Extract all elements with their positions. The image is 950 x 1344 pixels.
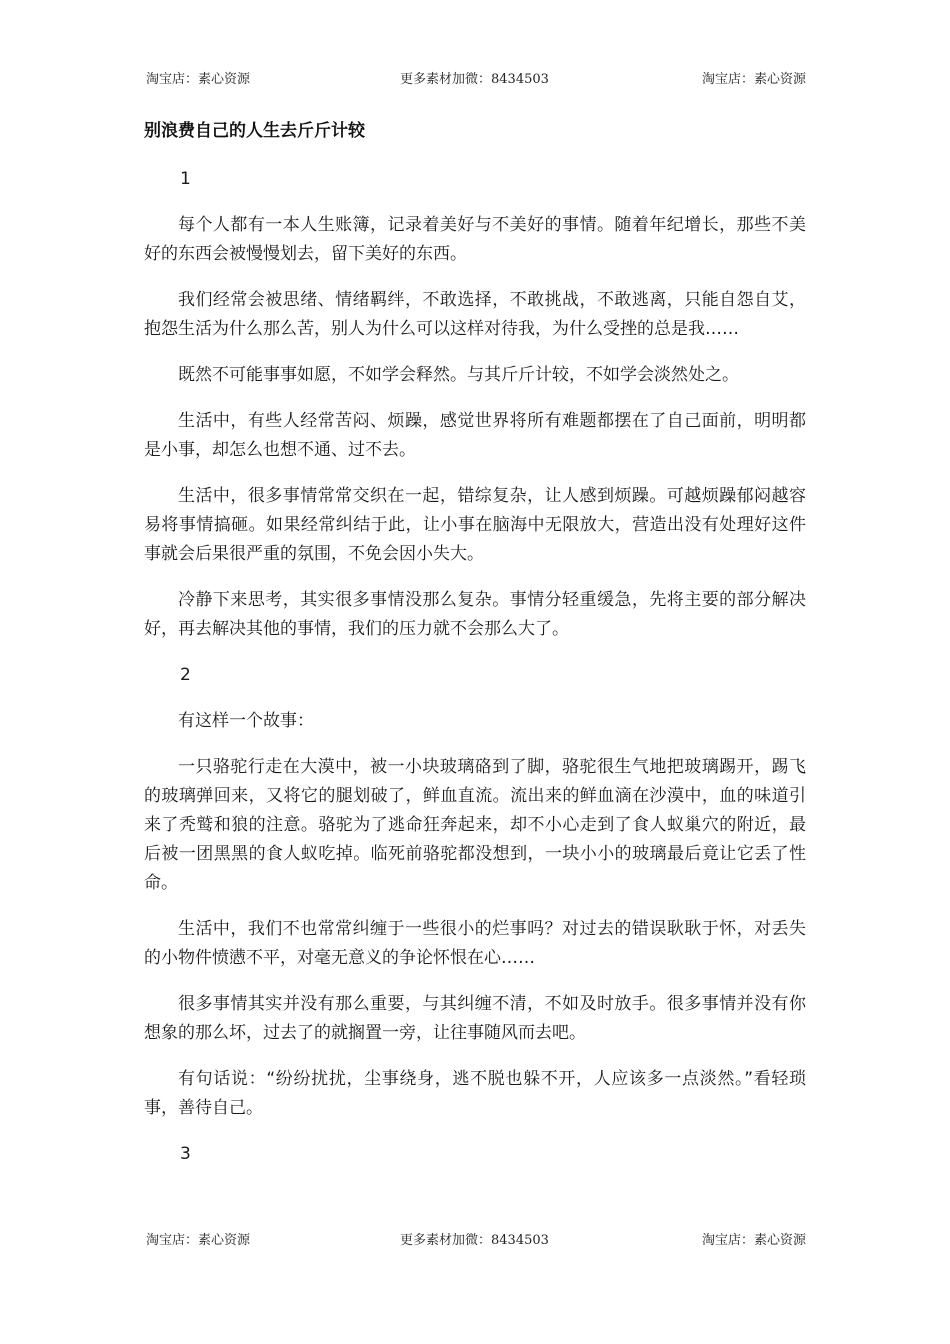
paragraph: 冷静下来思考，其实很多事情没那么复杂。事情分轻重缓急，先将主要的部分解决好，再去解决其他的事情，我们的压力就不会那么大了。 xyxy=(144,590,806,639)
article-body xyxy=(144,118,806,1169)
header-shop-right: 淘宝店：素心资源 xyxy=(701,72,806,87)
page-header xyxy=(146,68,806,88)
page-footer xyxy=(146,1229,806,1249)
footer-shop-right: 淘宝店：素心资源 xyxy=(701,1233,806,1248)
paragraph: 很多事情其实并没有那么重要，与其纠缠不清，不如及时放手。很多事情并没有你想象的那么坏，过去了的就搁置一旁，让往事随风而去吧。 xyxy=(144,994,806,1043)
section-number-1: 1 xyxy=(180,169,191,189)
header-shop-left: 淘宝店：素心资源 xyxy=(146,72,251,87)
paragraph: 既然不可能事事如愿，不如学会释然。与其斤斤计较，不如学会淡然处之。 xyxy=(178,365,739,385)
paragraph: 每个人都有一本人生账簿，记录着美好与不美好的事情。随着年纪增长，那些不美好的东西会被慢慢划去，留下美好的东西。 xyxy=(144,215,806,264)
paragraph: 生活中，我们不也常常纠缠于一些很小的烂事吗？对过去的错误耿耿于怀，对丢失的小物件愤懑不平，对毫无意义的争论怀恨在心…… xyxy=(144,919,806,968)
paragraph: 一只骆驼行走在大漠中，被一小块玻璃硌到了脚，骆驼很生气地把玻璃踢开，踢飞的玻璃弹回来，又将它的腿划破了，鲜血直流。流出来的鲜血滴在沙漠中，血的味道引来了秃鹫和狼的注意。骆驼为了逃命狂奔起来，却不小心走到了食人蚁巢穴的附近，最后被一团黑黑的食人蚁吃掉。临死前骆驼都没想到，一块小小的玻璃最后竟让它丢了性命。 xyxy=(144,757,806,893)
section-number-2: 2 xyxy=(180,665,191,685)
header-contact: 更多素材加微：8434503 xyxy=(400,72,549,87)
paragraph: 有这样一个故事： xyxy=(178,711,314,731)
paragraph: 有句话说：“纷纷扰扰，尘事绕身，逃不脱也躲不开，人应该多一点淡然。”看轻琐事，善待自己。 xyxy=(144,1069,806,1118)
paragraph: 我们经常会被思绪、情绪羁绊，不敢选择，不敢挑战，不敢逃离，只能自怨自艾，抱怨生活为什么那么苦，别人为什么可以这样对待我，为什么受挫的总是我…… xyxy=(144,290,806,339)
paragraph: 生活中，很多事情常常交织在一起，错综复杂，让人感到烦躁。可越烦躁郁闷越容易将事情搞砸。如果经常纠结于此，让小事在脑海中无限放大，营造出没有处理好这件事就会后果很严重的氛围，不免会因小失大。 xyxy=(144,486,806,564)
paragraph: 生活中，有些人经常苦闷、烦躁，感觉世界将所有难题都摆在了自己面前，明明都是小事，却怎么也想不通、过不去。 xyxy=(144,411,806,460)
article-title: 别浪费自己的人生去斤斤计较 xyxy=(144,121,365,141)
footer-shop-left: 淘宝店：素心资源 xyxy=(146,1233,251,1248)
section-number-3: 3 xyxy=(180,1144,191,1164)
footer-contact: 更多素材加微：8434503 xyxy=(400,1233,549,1248)
